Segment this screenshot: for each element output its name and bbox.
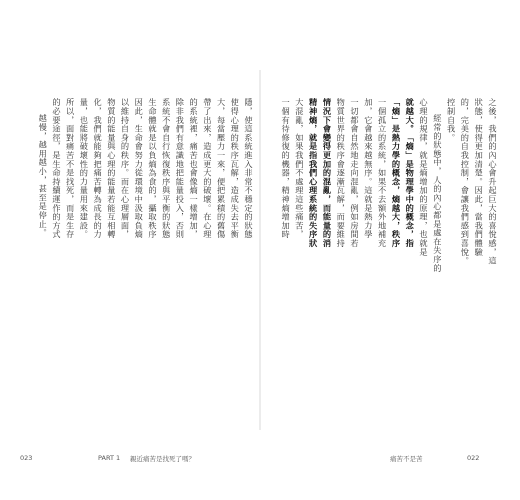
part-label: PART 1 (98, 454, 121, 462)
text-column: 使得心理的秩序瓦解，造成失去平衡 (230, 98, 241, 239)
left-page (0, 0, 258, 500)
page-number: 023 (20, 454, 33, 462)
text-column: 量，也能將破壞性的力量用來建設。 (79, 98, 90, 239)
text-column: 之後，我們的內心會升起巨大的喜悅感，這 (488, 98, 498, 266)
text-column: 系統不會自行恢復秩序與平衡的狀態 (161, 98, 172, 239)
text-column-bold: 情況下會變得更加的混亂，而能量的消 (322, 98, 333, 248)
text-column-bold: 精神熵，就是指我們心理系統的失序狀 (308, 98, 319, 248)
text-column: 控制自我。 (446, 98, 457, 142)
text-column: 一個有待修復的機器，精神熵增加時 (281, 98, 292, 239)
right-page (262, 0, 520, 500)
text-column: 所以，面對痛苦不是找死，而是生存 (65, 98, 76, 239)
text-column: 帶了出來，造成更大的破壞。在心理 (202, 98, 213, 239)
page-number: 022 (467, 454, 480, 462)
text-column-bold: 就越大。「熵」是物理學中的概念，指 (405, 98, 416, 248)
text-column: 隱，使這系統進入非常不穩定的狀態 (244, 98, 254, 239)
text-column-bold: 「熵」是熱力學的概念，熵越大，秩序 (391, 98, 402, 248)
text-column: 大，每當壓力一來，便把累積的舊傷 (216, 98, 227, 239)
text-column: 大混亂，如果我們不處理這些痛苦， (294, 98, 305, 239)
running-title: 痛苦不是苦 (390, 455, 423, 463)
text-column: 的，完美的自我控制，會讓我們感到喜悅。 (460, 98, 471, 266)
text-column: 經常的狀態中，人的內心都是處在失序的 (432, 114, 443, 273)
text-column: 化，我們就能夠把痛苦轉為成長的力 (93, 98, 104, 239)
text-column: 狀態，使得更加清楚。因此，當我們體驗 (474, 98, 485, 257)
text-column: 以維持自身的秩序。而在心理層面， (120, 98, 131, 239)
text-column: 越慢，越用越小，甚至是停止。 (38, 114, 49, 238)
text-column: 除非我們有意識地把能量投入，否則 (175, 98, 186, 239)
text-column: 物質的能量與心理的能量若能互相轉 (106, 98, 117, 239)
text-column: 一切都會自然地走向混亂，例如房間若 (350, 98, 361, 248)
chapter-title: 親近痛苦是找死了嗎？ (130, 455, 195, 463)
text-column: 的必要途徑，是生命持續運作的方式 (51, 98, 62, 239)
right-page-text (276, 98, 498, 398)
text-column: 因此，生命會努力從環境中汲取負熵 (134, 98, 145, 239)
text-column: 加，它會越來越無序。這就是熱力學 (363, 98, 374, 239)
text-column: 的系統裡，痛苦也會像熵一樣增加， (189, 98, 200, 239)
book-gutter (259, 70, 261, 430)
text-column: 生命體就是以負熵為食的，攝取秩序 (147, 98, 158, 239)
text-column: 一個孤立的系統，如果不去額外地補充 (377, 98, 388, 248)
text-column: 心理的規律，就是熵增加的原理，也就是 (419, 98, 430, 257)
text-column: 物質世界的秩序會逐漸瓦解，而要維持 (336, 98, 347, 248)
left-page-text (38, 98, 254, 398)
